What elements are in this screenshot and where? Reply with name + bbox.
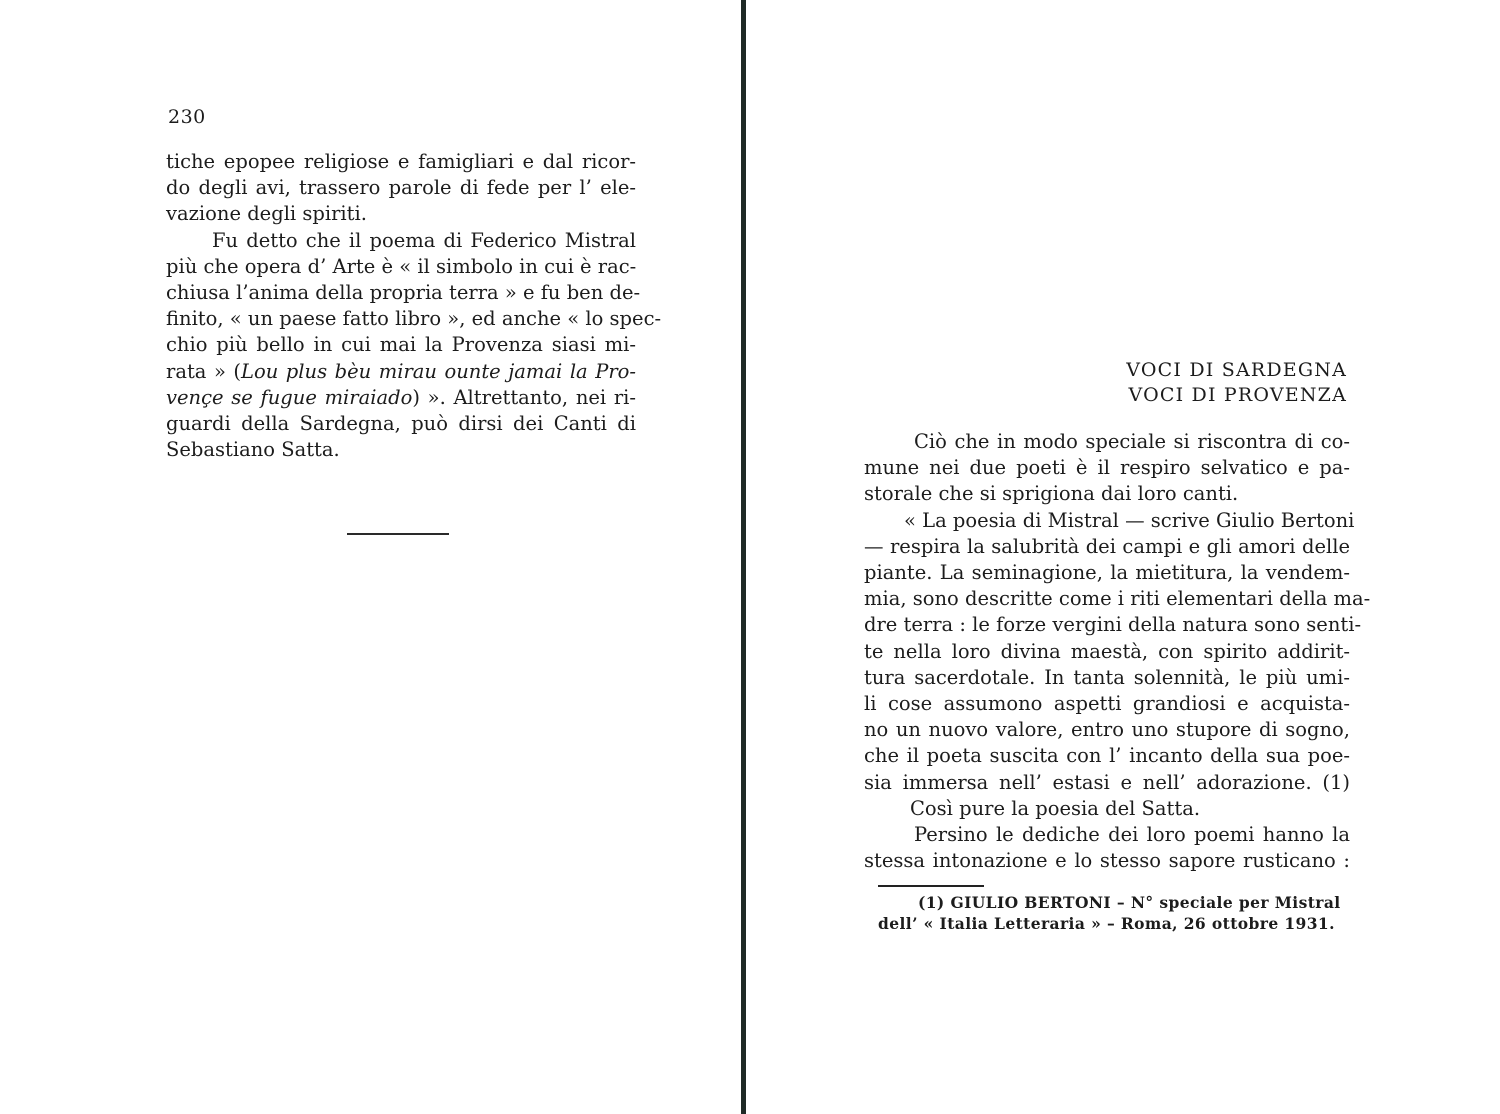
text-line: Ciò che in modo speciale si riscontra di co- <box>914 430 1350 453</box>
footnote-rule <box>878 885 984 887</box>
chapter-title-line: VOCI DI SARDEGNA <box>1126 359 1347 381</box>
page-number: 230 <box>168 106 206 128</box>
text-line: « La poesia di Mistral — scrive Giulio Bertoni <box>904 508 1355 532</box>
text-line <box>166 385 636 411</box>
footnote-line: dell’ « Italia Letteraria » – Roma, 26 ottobre 1931. <box>878 914 1335 933</box>
paragraph <box>864 796 1350 822</box>
text-line: chiusa l’anima della propria terra » e fu ben de- <box>166 281 641 305</box>
footnote-line: (1) GIULIO BERTONI – N° speciale per Mistral <box>918 893 1341 912</box>
text-line: tiche epopee religiose e famigliari e dal ricor- <box>166 150 636 173</box>
text-line: Fu detto che il poema di Federico Mistral <box>212 228 636 252</box>
text-line: tura sacerdotale. In tanta solennità, le più umi- <box>864 665 1350 689</box>
text-line: guardi della Sardegna, può dirsi dei Canti di <box>166 412 636 436</box>
text-line: Persino le dediche dei loro poemi hanno la <box>914 823 1350 847</box>
text-line: che il poeta suscita con l’ incanto della sua poe- <box>864 744 1350 768</box>
paragraph <box>166 149 636 228</box>
paragraph <box>166 228 662 464</box>
italic-quote: Lou plus bèu mirau ounte jamai la Pro- <box>241 359 636 383</box>
text-line: no un nuovo valore, entro uno stupore di sogno, <box>864 718 1350 742</box>
paragraph <box>864 429 1350 508</box>
text-line: sia immersa nell’ estasi e nell’ adorazione. (1) <box>864 770 1350 794</box>
text-line: — respira la salubrità dei campi e gli amori delle <box>864 534 1350 558</box>
chapter-title-line: VOCI DI PROVENZA <box>1128 384 1347 406</box>
left-page <box>0 0 742 1114</box>
paragraph <box>864 822 1350 874</box>
paragraph <box>864 508 1371 796</box>
text-line: li cose assumono aspetti grandiosi e acquista- <box>864 692 1350 716</box>
text-line: più che opera d’ Arte è « il simbolo in cui è rac- <box>166 254 637 278</box>
right-body-text <box>864 429 1371 874</box>
text-segment: rata » <box>166 359 234 383</box>
text-line: vazione degli spiriti. <box>166 202 367 226</box>
text-line: mia, sono descritte come i riti elementari della ma- <box>864 587 1371 611</box>
text-line: finito, « un paese fatto libro », ed anche « lo spec- <box>166 307 662 331</box>
text-line: piante. La seminagione, la mietitura, la vendem- <box>864 561 1350 585</box>
text-line: do degli avi, trassero parole di fede per l’ ele- <box>166 176 636 200</box>
book-gutter <box>741 0 746 1114</box>
text-line: dre terra : le forze vergini della natura sono senti- <box>864 613 1362 637</box>
left-body-text <box>166 149 662 463</box>
italic-quote: vençe se fugue miraiado <box>166 385 413 409</box>
text-line: rata » (Lou plus bèu mirau ounte jamai la Pro- <box>166 359 636 383</box>
chapter-title <box>1126 358 1347 408</box>
text-line: storale che si sprigiona dai loro canti. <box>864 482 1239 506</box>
text-line: chio più bello in cui mai la Provenza siasi mi- <box>166 333 636 357</box>
text-line: Così pure la poesia del Satta. <box>910 796 1201 820</box>
footnote <box>878 892 1352 934</box>
text-line: stessa intonazione e lo stesso sapore rusticano : <box>864 849 1350 873</box>
section-end-rule <box>347 533 449 535</box>
text-line: te nella loro divina maestà, con spirito addirit- <box>864 639 1350 663</box>
text-line: mune nei due poeti è il respiro selvatico e pa- <box>864 456 1350 480</box>
text-line: Sebastiano Satta. <box>166 438 340 462</box>
text-segment: ) ». Altrettanto, nei ri- <box>412 385 636 409</box>
